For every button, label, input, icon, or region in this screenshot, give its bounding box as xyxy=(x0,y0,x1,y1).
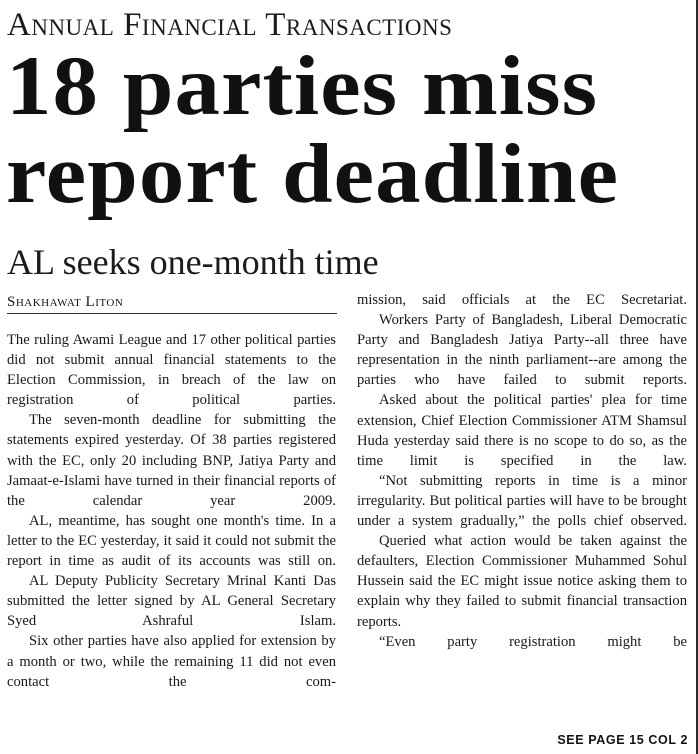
byline-rule xyxy=(7,313,337,314)
paragraph: AL, meantime, has sought one month's time. In a letter to the EC yesterday, it said it could not submit the report in time as audit of its accounts was still on. xyxy=(7,512,336,570)
paragraph: Workers Party of Bangladesh, Liberal Democratic Party and Bangladesh Jatiya Party--all three have representation in the ninth parliament--are among the parties who have failed to submit reports. xyxy=(357,312,687,389)
paragraph: The ruling Awami League and 17 other political parties did not submit annual financial statements to the Election Commission, in breach of the law on registration of political parties. xyxy=(7,332,336,409)
kicker: Annual Financial Transactions xyxy=(7,7,453,43)
column-1 xyxy=(7,330,336,692)
paragraph: Queried what action would be taken against the defaulters, Election Commissioner Muhammed Sohul Hussein said the EC might issue notice asking them to explain why they failed to submit financial transaction reports. xyxy=(357,533,687,630)
byline: Shakhawat Liton xyxy=(7,294,124,310)
paragraph: The seven-month deadline for submitting the statements expired yesterday. Of 38 parties registered with the EC, only 20 including BNP, Jatiya Party and Jamaat-e-Islami have turned in their financial reports of the calendar year 2009. xyxy=(7,412,336,509)
paragraph: AL Deputy Publicity Secretary Mrinal Kanti Das submitted the letter signed by AL General Secretary Syed Ashraful Islam. xyxy=(7,573,336,630)
headline-line-1: 18 parties miss xyxy=(6,39,599,133)
paragraph: Asked about the political parties' plea for time extension, Chief Election Commissioner ATM Shamsul Huda yesterday said there is no scope to do so, as the time limit is specified in the law. xyxy=(357,392,687,469)
column-2 xyxy=(357,290,687,652)
continuation-jump: SEE PAGE 15 COL 2 xyxy=(557,733,688,747)
headline xyxy=(6,39,698,221)
paragraph: “Even party registration might be xyxy=(379,633,687,650)
subheadline: AL seeks one-month time xyxy=(7,242,379,282)
paragraph: Six other parties have also applied for extension by a month or two, while the remaining 11 did not even contact the com- xyxy=(7,633,336,690)
paragraph: mission, said officials at the EC Secretariat. xyxy=(357,292,687,308)
paragraph: “Not submitting reports in time is a minor irregularity. But political parties will have to be brought under a system gradually,” the polls chief observed. xyxy=(357,472,687,530)
headline-line-2: report deadline xyxy=(6,127,620,221)
